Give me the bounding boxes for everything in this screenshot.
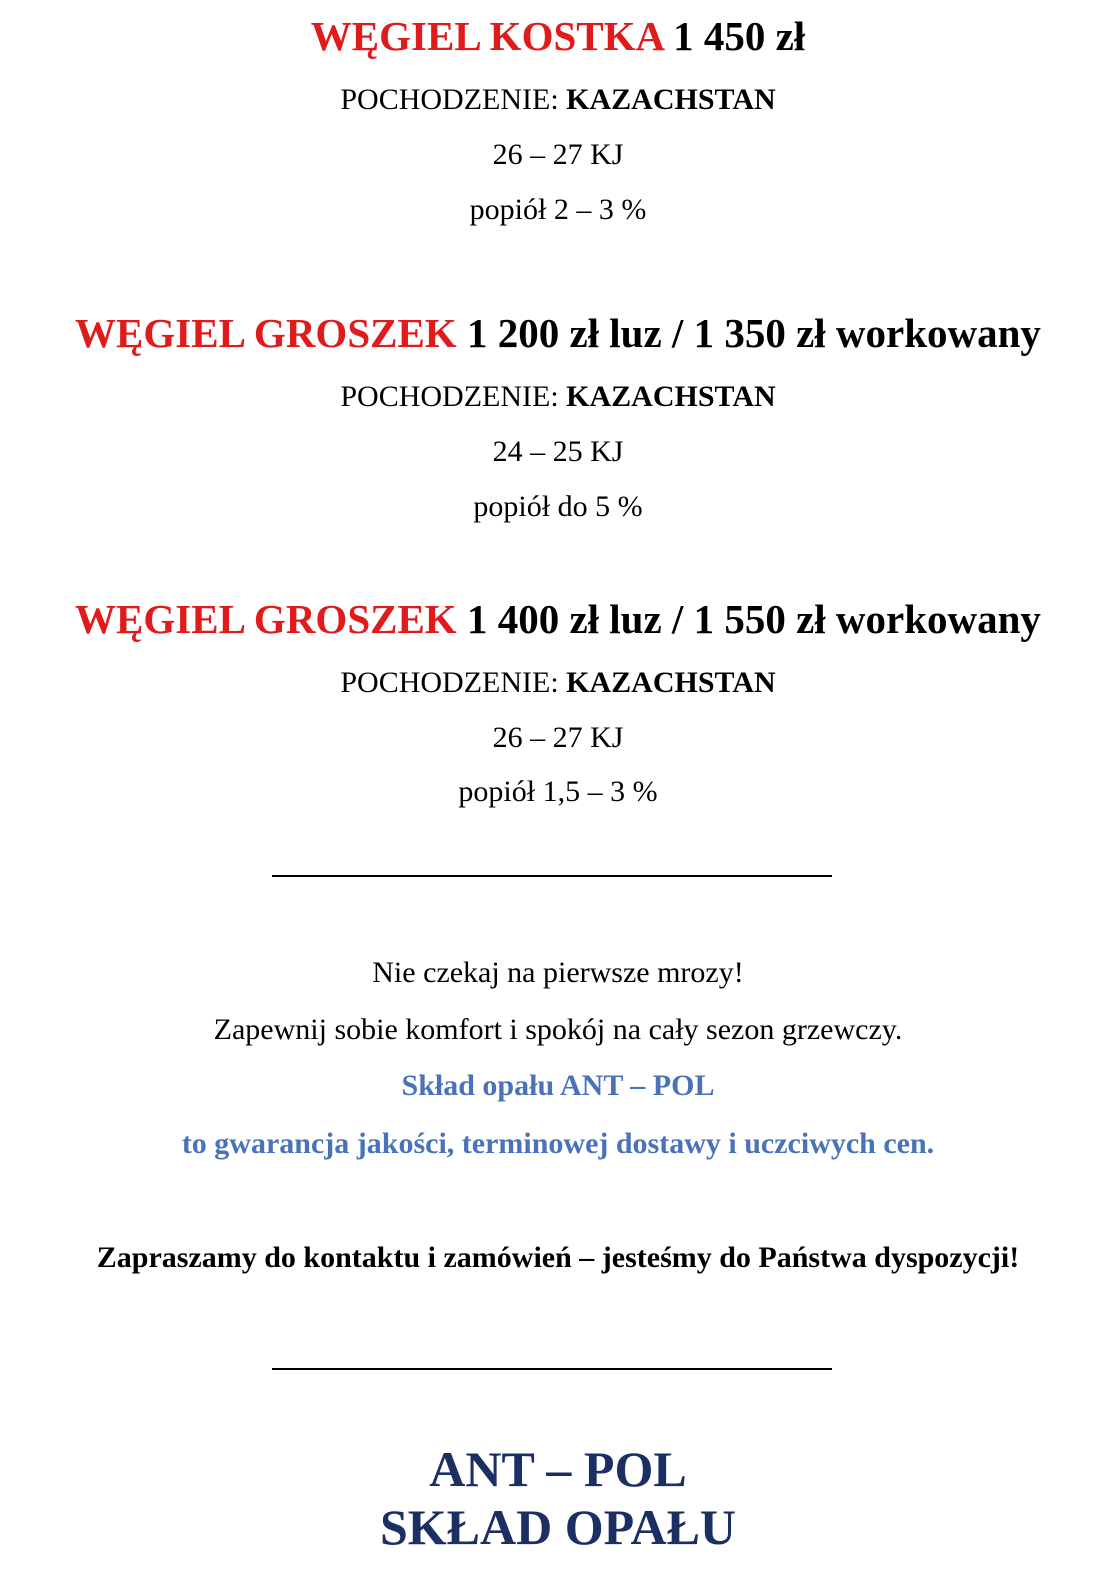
product-2-calorific: 24 – 25 KJ [492, 435, 624, 468]
product-2-price: 1 200 zł luz / 1 350 zł workowany [466, 310, 1041, 356]
product-1-origin-value: KAZACHSTAN [566, 83, 776, 116]
product-3-calorific: 26 – 27 KJ [492, 721, 624, 754]
separator-top [272, 875, 832, 877]
promo-blue-line-1: Skład opału ANT – POL [401, 1069, 715, 1102]
product-3-origin-value: KAZACHSTAN [566, 666, 776, 699]
product-3-ash: popiół 1,5 – 3 % [458, 775, 658, 808]
promo-line-2: Zapewnij sobie komfort i spokój na cały sezon grzewczy. [213, 1013, 903, 1046]
product-2-ash: popiół do 5 % [473, 490, 643, 523]
product-3-origin-label: POCHODZENIE: [340, 666, 559, 699]
product-3-origin [0, 666, 1116, 700]
product-1-heading [0, 12, 1116, 60]
brand-name: ANT – POL [429, 1441, 687, 1497]
product-1-calorific: 26 – 27 KJ [492, 138, 624, 171]
brand-subtitle: SKŁAD OPAŁU [379, 1499, 737, 1555]
product-1-origin [0, 83, 1116, 117]
product-1-ash: popiół 2 – 3 % [469, 193, 647, 226]
product-2-heading [0, 309, 1116, 357]
product-2-origin-label: POCHODZENIE: [340, 380, 559, 413]
product-3-name: WĘGIEL GROSZEK [75, 596, 457, 642]
product-2-origin-value: KAZACHSTAN [566, 380, 776, 413]
product-1-name: WĘGIEL KOSTKA [310, 13, 663, 59]
product-2-name: WĘGIEL GROSZEK [75, 310, 457, 356]
product-1-origin-label: POCHODZENIE: [340, 83, 559, 116]
promo-line-1: Nie czekaj na pierwsze mrozy! [372, 956, 744, 989]
product-3-price: 1 400 zł luz / 1 550 zł workowany [466, 596, 1041, 642]
product-1-price: 1 450 zł [673, 13, 806, 59]
product-3-heading [0, 595, 1116, 643]
promo-blue-line-2: to gwarancja jakości, terminowej dostawy i uczciwych cen. [181, 1127, 935, 1160]
contact-invitation: Zapraszamy do kontaktu i zamówień – jesteśmy do Państwa dyspozycji! [96, 1241, 1020, 1274]
separator-bottom [272, 1368, 832, 1370]
product-2-origin [0, 380, 1116, 414]
